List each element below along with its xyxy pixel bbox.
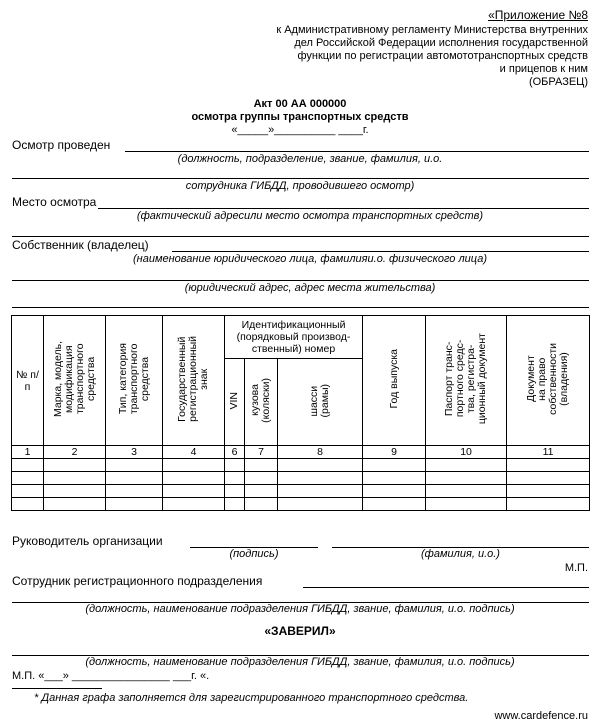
- header-col-passport: Паспорт транс- портного средс- тва, регистра- ционный документ: [426, 316, 507, 446]
- inspection-field-line[interactable]: [125, 151, 589, 152]
- table-row[interactable]: [12, 498, 590, 511]
- inspection-hint-1: (должность, подразделение, звание, фамилия, и.о.: [177, 153, 443, 165]
- header-col-body: кузова (коляски): [245, 359, 278, 446]
- owner-field-line-3[interactable]: [12, 307, 589, 308]
- owner-label: Собственник (владелец): [12, 238, 149, 252]
- column-number: 4: [163, 446, 225, 459]
- act-number: Акт 00 АА 000000: [253, 98, 347, 110]
- header-col-year: Год выпуска: [363, 316, 426, 446]
- owner-field-line-2[interactable]: [12, 280, 589, 281]
- owner-hint-2: (юридический адрес, адрес места жительства): [184, 282, 436, 294]
- name-hint: (фамилия, и.о.): [421, 548, 500, 560]
- header-col-type: Тип, категория транспортного средства: [106, 316, 163, 446]
- certified-title: «ЗАВЕРИЛ»: [264, 624, 336, 638]
- column-number: 2: [44, 446, 106, 459]
- inspection-hint-2: сотрудника ГИБДД, проводившего осмотр): [185, 180, 415, 192]
- header-col-ownership: Документ на право собственности (владения): [507, 316, 590, 446]
- act-subtitle: осмотра группы транспортных средств: [191, 111, 409, 123]
- employee-hint: (должность, наименование подразделения ГИБДД, звание, фамилия, и.о. подпись): [85, 603, 515, 615]
- employee-field-line[interactable]: [303, 587, 589, 588]
- header-line-5: (ОБРАЗЕЦ): [528, 76, 588, 88]
- stamp-label: М.П.: [564, 562, 588, 574]
- header-line-4: и прицепов к ним: [499, 63, 588, 75]
- header-col-brand: Марка, модель, модификация транспортного средства: [44, 316, 106, 446]
- header-col-plate: Государственный регистрационный знак: [163, 316, 225, 446]
- table-row[interactable]: [12, 472, 590, 485]
- place-hint: (фактический адресили место осмотра транспортных средств): [136, 210, 484, 222]
- header-id-group: Идентификационный (порядковый производ-ственный) номер: [225, 316, 363, 359]
- vehicles-table: [11, 315, 590, 511]
- header-line-2: дел Российской Федерации исполнения государственной: [294, 37, 588, 49]
- head-label: Руководитель организации: [12, 534, 163, 548]
- header-col-no: № п/п: [12, 316, 44, 446]
- stamp-date[interactable]: М.П. «___» ________________ ___г. «.: [12, 670, 210, 682]
- certifier-hint: (должность, наименование подразделения ГИБДД, звание, фамилия, и.о. подпись): [85, 656, 515, 668]
- table-row[interactable]: [12, 485, 590, 498]
- column-numbers-row: [12, 446, 590, 459]
- header-col-chassis: шасси (рамы): [278, 359, 363, 446]
- place-field-line[interactable]: [98, 208, 589, 209]
- act-date: «_____»__________ ____г.: [231, 124, 369, 136]
- column-number: 1: [12, 446, 44, 459]
- header-col-vin: VIN: [225, 359, 245, 446]
- column-number: 9: [363, 446, 426, 459]
- column-number: 6: [225, 446, 245, 459]
- column-number: 10: [426, 446, 507, 459]
- footnote-separator: [12, 688, 102, 689]
- table-row[interactable]: [12, 459, 590, 472]
- column-number: 7: [245, 446, 278, 459]
- header-line-1: к Административному регламенту Министерства внутренних: [276, 24, 588, 36]
- place-label: Место осмотра: [12, 195, 97, 209]
- owner-field-line[interactable]: [172, 251, 589, 252]
- header-line-3: функции по регистрации автомототранспортных средств: [297, 50, 588, 62]
- footnote: * Данная графа заполняется для зарегистрированного транспортного средства.: [34, 692, 469, 704]
- inspection-label: Осмотр проведен: [12, 138, 111, 152]
- watermark: www.cardefence.ru: [494, 710, 588, 722]
- inspection-field-line-2[interactable]: [12, 178, 589, 179]
- place-field-line-2[interactable]: [12, 236, 589, 237]
- column-number: 11: [507, 446, 590, 459]
- signature-hint: (подпись): [229, 548, 279, 560]
- column-number: 3: [106, 446, 163, 459]
- appendix-title: «Приложение №8: [488, 8, 588, 22]
- employee-label: Сотрудник регистрационного подразделения: [12, 574, 263, 588]
- owner-hint-1: (наименование юридического лица, фамилияи.о. физического лица): [133, 253, 487, 265]
- column-number: 8: [278, 446, 363, 459]
